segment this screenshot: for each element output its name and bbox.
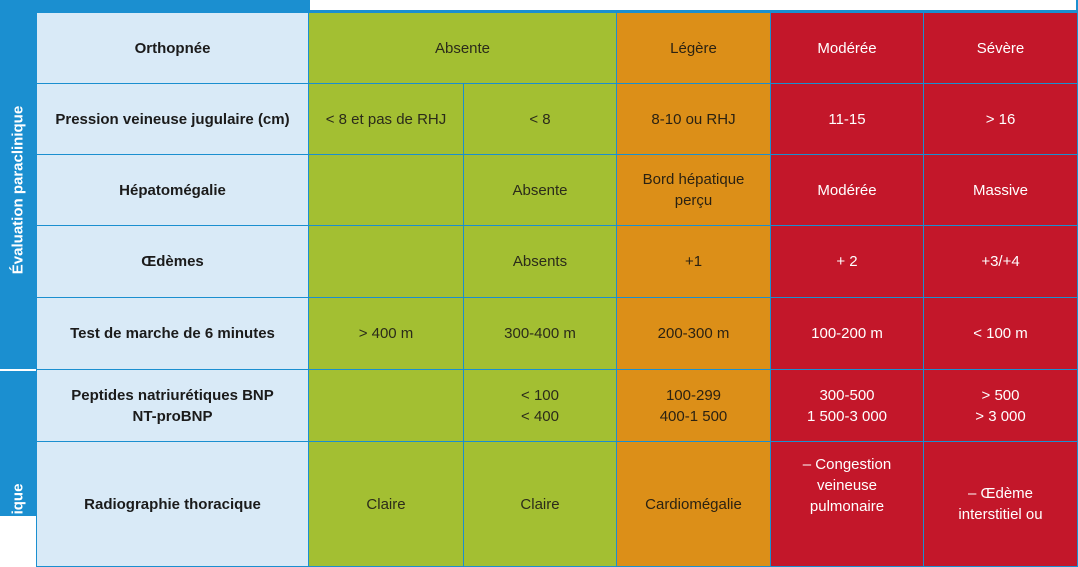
- radiographie-cell-4: – Congestion veineuse pulmonaire: [770, 441, 924, 567]
- row-label-oedemes: Œdèmes: [36, 225, 309, 298]
- row-label-test-marche: Test de marche de 6 minutes: [36, 297, 309, 370]
- section-label-next: ique: [9, 483, 27, 515]
- test-marche-cell-4: 100-200 m: [770, 297, 924, 370]
- oedemes-cell-4: + 2: [770, 225, 924, 298]
- section-band-next: [0, 369, 36, 516]
- oedemes-cell-3: +1: [616, 225, 771, 298]
- row-label-hepatomegalie: Hépatomégalie: [36, 154, 309, 226]
- oedemes-cell-2: Absents: [463, 225, 617, 298]
- header-cell: [308, 0, 1078, 12]
- pvj-cell-4: 11-15: [770, 83, 924, 155]
- pvj-cell-3: 8-10 ou RHJ: [616, 83, 771, 155]
- pvj-cell-2: < 8: [463, 83, 617, 155]
- peptides-cell-3: 100-299 400-1 500: [616, 369, 771, 442]
- row-label-peptides: Peptides natriurétiques BNP NT-proBNP: [36, 369, 309, 442]
- peptides-cell-1: [308, 369, 464, 442]
- header-bar: [0, 0, 308, 12]
- peptides-cell-5: > 500 > 3 000: [923, 369, 1078, 442]
- radiographie-cell-3: Cardiomégalie: [616, 441, 771, 567]
- pvj-cell-5: > 16: [923, 83, 1078, 155]
- hepatomegalie-cell-3: Bord hépatique perçu: [616, 154, 771, 226]
- hepatomegalie-cell-5: Massive: [923, 154, 1078, 226]
- oedemes-cell-1: [308, 225, 464, 298]
- orthopnee-legere-cell: Légère: [616, 12, 771, 84]
- orthopnee-absente-cell: Absente: [308, 12, 617, 84]
- radiographie-cell-2: Claire: [463, 441, 617, 567]
- row-label-pvj: Pression veineuse jugulaire (cm): [36, 83, 309, 155]
- section-label-paraclinical: Évaluation paraclinique: [9, 105, 27, 275]
- radiographie-cell-5: – Œdème interstitiel ou: [923, 441, 1078, 567]
- oedemes-cell-5: +3/+4: [923, 225, 1078, 298]
- test-marche-cell-2: 300-400 m: [463, 297, 617, 370]
- orthopnee-severe-cell: Sévère: [923, 12, 1078, 84]
- pvj-cell-1: < 8 et pas de RHJ: [308, 83, 464, 155]
- test-marche-cell-3: 200-300 m: [616, 297, 771, 370]
- radiographie-cell-1: Claire: [308, 441, 464, 567]
- test-marche-cell-1: > 400 m: [308, 297, 464, 370]
- orthopnee-moderee-cell: Modérée: [770, 12, 924, 84]
- hepatomegalie-cell-1: [308, 154, 464, 226]
- row-label-radiographie: Radiographie thoracique: [36, 441, 309, 567]
- hepatomegalie-cell-2: Absente: [463, 154, 617, 226]
- section-band-paraclinical: [0, 12, 36, 369]
- peptides-cell-4: 300-500 1 500-3 000: [770, 369, 924, 442]
- hepatomegalie-cell-4: Modérée: [770, 154, 924, 226]
- test-marche-cell-5: < 100 m: [923, 297, 1078, 370]
- row-label-orthopnee: Orthopnée: [36, 12, 309, 84]
- peptides-cell-2: < 100 < 400: [463, 369, 617, 442]
